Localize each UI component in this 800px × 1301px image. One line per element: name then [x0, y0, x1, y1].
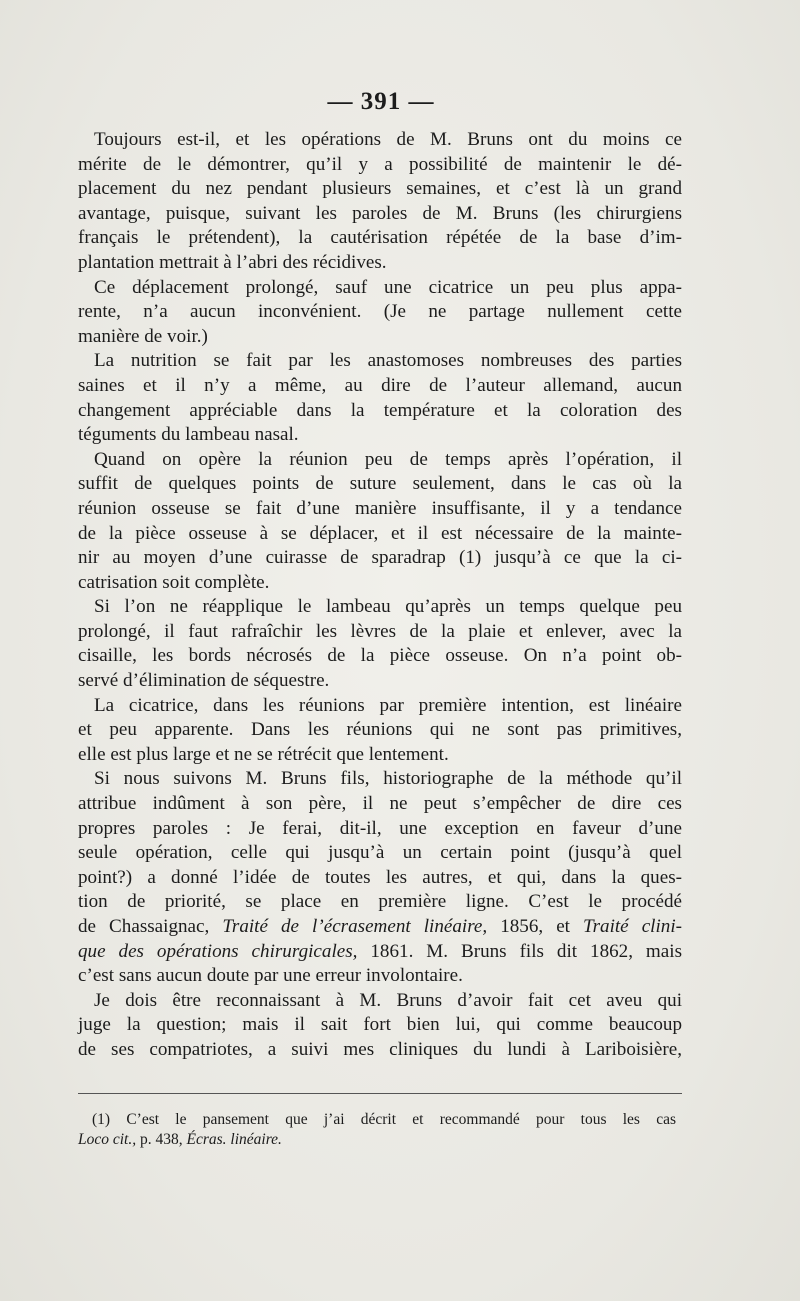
text-line: manière de voir.): [78, 325, 208, 347]
text-line: propres paroles : Je ferai, dit-il, une exception en faveur d’une: [78, 817, 682, 839]
text-line: rente, n’a aucun inconvénient. (Je ne partage nullement cette: [78, 301, 682, 323]
text-line: elle est plus large et ne se rétrécit que lentement.: [78, 743, 449, 765]
book-title-italic: Traité clini-: [583, 916, 682, 937]
text-line-with-citation: [78, 940, 682, 965]
text-run: p. 438,: [136, 1131, 187, 1148]
citation-italic: Loco cit.,: [78, 1131, 137, 1148]
text-line: La cicatrice, dans les réunions par première intention, est linéaire: [94, 694, 682, 716]
text-line: de la pièce osseuse à se déplacer, et il est nécessaire de la mainte-: [78, 522, 682, 544]
footnote-line: [78, 1130, 676, 1150]
text-line: de ses compatriotes, a suivi mes cliniques du lundi à Lariboisière,: [78, 1038, 682, 1060]
text-line: plantation mettrait à l’abri des récidives.: [78, 251, 387, 273]
text-line: Ce déplacement prolongé, sauf une cicatrice un peu plus appa-: [94, 276, 682, 298]
text-line: catrisation soit complète.: [78, 571, 270, 593]
text-line: Si nous suivons M. Bruns fils, historiographe de la méthode qu’il: [94, 768, 682, 790]
text-line: point?) a donné l’idée de toutes les autres, et qui, dans la ques-: [78, 866, 682, 888]
text-run: 1856, et: [487, 916, 584, 937]
text-line: suffit de quelques points de suture seulement, dans le cas où la: [78, 473, 682, 495]
text-line: français le prétendent), la cautérisation répétée de la base d’im-: [78, 227, 682, 249]
book-title-italic: que des opérations chirurgicales,: [78, 940, 358, 962]
citation-italic: Écras. linéaire.: [186, 1131, 282, 1148]
text-line: cisaille, les bords nécrosés de la pièce osseuse. On n’a point ob-: [78, 645, 682, 667]
footnote-divider: [78, 1093, 682, 1094]
text-line: réunion osseuse se fait d’une manière insuffisante, il y a tendance: [78, 497, 682, 519]
text-line: avantage, puisque, suivant les paroles de M. Bruns (les chirurgiens: [78, 202, 682, 224]
text-line: La nutrition se fait par les anastomoses nombreuses des parties: [94, 350, 682, 372]
footnote: [78, 1110, 676, 1150]
text-run: de Chassaignac,: [78, 916, 223, 937]
text-line: placement du nez pendant plusieurs semaines, et c’est là un grand: [78, 178, 682, 200]
text-line: Si l’on ne réapplique le lambeau qu’après un temps quelque peu: [94, 596, 682, 618]
text-line: et peu apparente. Dans les réunions qui ne sont pas primitives,: [78, 719, 682, 741]
text-line: tion de priorité, se place en première ligne. C’est le procédé: [78, 891, 682, 913]
text-line: saines et il n’y a même, au dire de l’auteur allemand, aucun: [78, 374, 682, 396]
text-line: seule opération, celle qui jusqu’à un certain point (jusqu’à quel: [78, 842, 682, 864]
text-line: mérite de le démontrer, qu’il y a possibilité de maintenir le dé-: [78, 153, 682, 175]
text-line: Je dois être reconnaissant à M. Bruns d’avoir fait cet aveu qui: [94, 989, 682, 1011]
text-run: 1861. M. Bruns fils dit 1862, mais: [357, 940, 682, 962]
text-line: Toujours est-il, et les opérations de M. Bruns ont du moins ce: [94, 129, 682, 150]
text-line: nir au moyen d’une cuirasse de sparadrap (1) jusqu’à ce que la ci-: [78, 547, 682, 569]
footnote-line: (1) C’est le pansement que j’ai décrit et recommandé pour tous les cas: [92, 1111, 676, 1128]
body-text: [78, 128, 682, 1063]
text-line: changement appréciable dans la température et la coloration des: [78, 399, 682, 421]
text-line: Quand on opère la réunion peu de temps après l’opération, il: [94, 448, 682, 470]
page-number: — 391 —: [327, 88, 435, 115]
text-line: juge la question; mais il sait fort bien lui, qui comme beaucoup: [78, 1014, 682, 1036]
text-line: attribue indûment à son père, il ne peut s’empêcher de dire ces: [78, 793, 682, 815]
text-line-with-citation: [78, 915, 682, 940]
text-line: téguments du lambeau nasal.: [78, 424, 299, 446]
text-line: c’est sans aucun doute par une erreur involontaire.: [78, 965, 463, 987]
text-line: prolongé, il faut rafraîchir les lèvres de la plaie et enlever, avec la: [78, 620, 682, 642]
text-line: servé d’élimination de séquestre.: [78, 670, 330, 692]
book-title-italic: Traité de l’écrasement linéaire,: [222, 916, 488, 937]
